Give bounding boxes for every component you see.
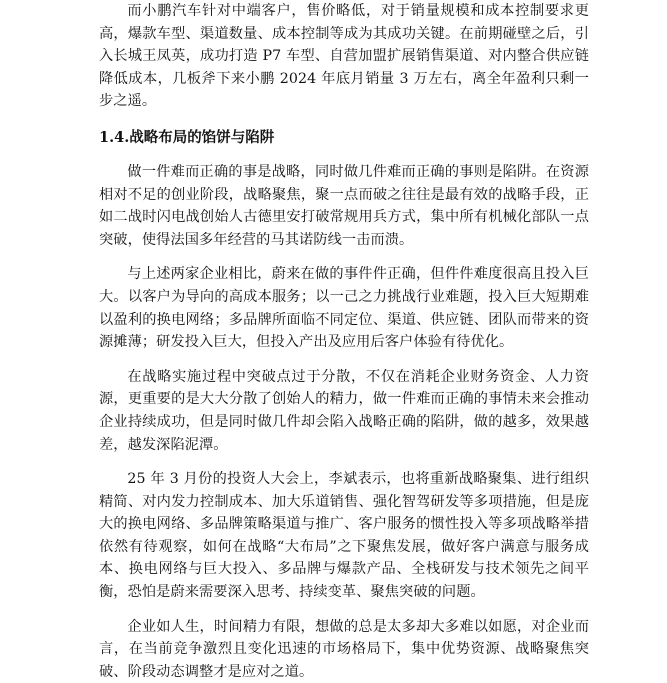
body-paragraph-1: 做一件难而正确的事是战略，同时做几件难而正确的事则是陷阱。在资源相对不足的创业阶段，战略聚焦，聚一点而破之往往是最有效的战略手段，正如二战时闪电战创始人古德里安打破常规用兵方式，集中所有机械化部队一点突破，使得法国多年经营的马其诺防线一击而溃。 bbox=[99, 163, 589, 248]
section-heading: 1.4.战略布局的馅饼与陷阱 bbox=[99, 128, 275, 146]
document-page bbox=[99, 0, 589, 683]
spacer bbox=[99, 251, 589, 263]
body-paragraph-3: 在战略实施过程中突破点过于分散，不仅在消耗企业财务资金、人力资源，更重要的是大大分散了创始人的精力，做一件难而正确的事情未来会推动企业持续成功，但是同时做几件却会陷入战略正确的陷阱，做的越多，效果越差，越发深陷泥潭。 bbox=[99, 368, 589, 453]
spacer bbox=[99, 456, 589, 468]
body-paragraph-4: 25 年 3 月份的投资人大会上，李斌表示，也将重新战略聚集、进行组织精简、对内发力控制成本、加大乐道销售、强化智驾研发等多项措施，但是庞大的换电网络、多品牌策略渠道与推广、客户服务的惯性投入等多项战略举措依然有待观察，如何在战略“大布局”之下聚焦发展，做好客户满意与服务成本、换电网络与巨大投入、多品牌与爆款产品、全栈研发与技术领先之间平衡，恐怕是蔚来需要深入思考、持续变革、聚焦突破的问题。 bbox=[99, 471, 589, 601]
spacer bbox=[99, 149, 589, 161]
spacer bbox=[99, 354, 589, 366]
spacer bbox=[99, 113, 589, 127]
intro-paragraph: 而小鹏汽车针对中端客户，售价略低，对于销量规模和成本控制要求更高，爆款车型、渠道数量、成本控制等成为其成功关键。在前期碰壁之后，引入长城王凤英，成功打造 P7 车型、自营加盟扩展销售渠道、对内整合供应链降低成本，几板斧下来小鹏 2024 年底月销量 3 万左右，离全年盈利只剩一步之遥。 bbox=[99, 3, 589, 110]
body-paragraph-5: 企业如人生，时间精力有限，想做的总是太多却大多难以如愿，对企业而言，在当前竞争激烈且变化迅速的市场格局下，集中优势资源、战略聚焦突破、阶段动态调整才是应对之道。 bbox=[99, 618, 589, 680]
body-paragraph-2: 与上述两家企业相比，蔚来在做的事件件正确，但件件难度很高且投入巨大。以客户为导向的高成本服务；以一己之力挑战行业难题，投入巨大短期难以盈利的换电网络；多品牌所面临不同定位、渠道、供应链、团队而带来的资源摊薄；研发投入巨大，但投入产出及应用后客户体验有待优化。 bbox=[99, 266, 589, 351]
spacer bbox=[99, 604, 589, 616]
